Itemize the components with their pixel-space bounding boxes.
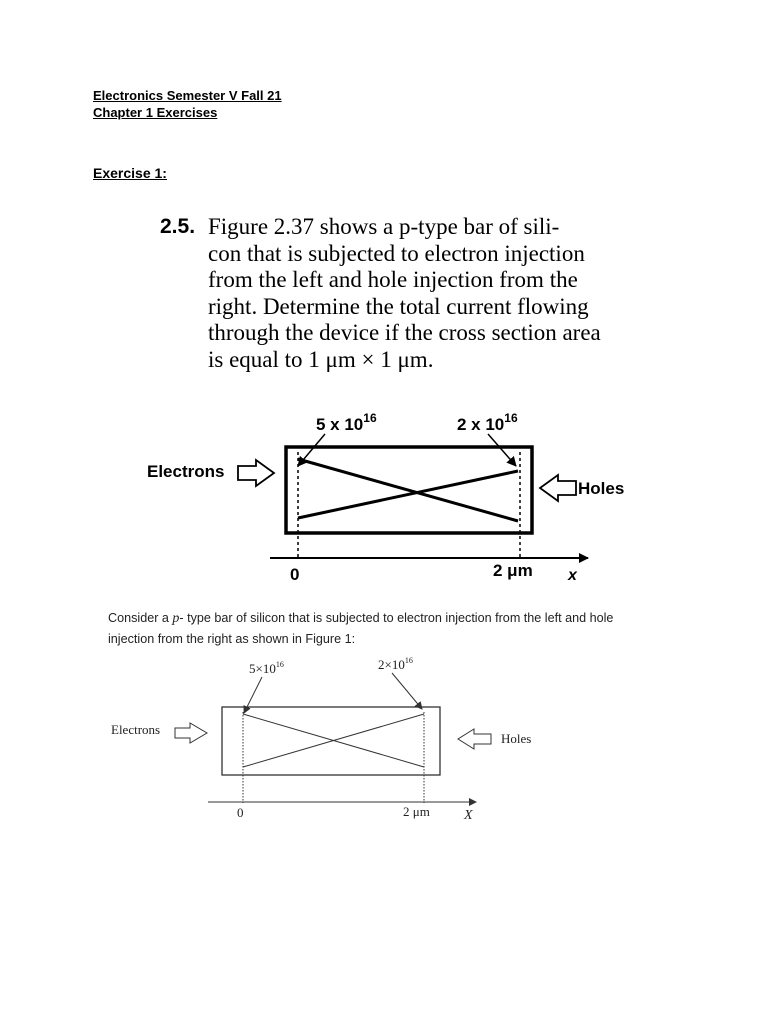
consider-paragraph [108,608,668,649]
axis-origin-label: 0 [237,805,244,820]
consider-line-2: injection from the right as shown in Figure 1: [108,632,356,646]
axis-end-label: 2 μm [493,561,533,580]
problem-line: con that is subjected to electron injection [208,240,585,266]
exercise-label: Exercise 1: [93,165,167,181]
figure-1 [147,411,624,584]
consider-line-1: Consider a p- type bar of silicon that is subjected to electron injection from the left and hole [108,611,614,626]
axis-end-label: 2 μm [403,804,430,819]
problem-number: 2.5. [160,215,196,238]
holes-label: Holes [501,731,532,746]
holes-label: Holes [578,479,625,498]
document-title: Electronics Semester V Fall 21 [93,88,282,103]
electrons-label: Electrons [111,722,161,737]
problem-line: from the left and hole injection from the [208,267,578,292]
axis-origin-label: 0 [290,565,300,584]
problem-line: Figure 2.37 shows a p-type bar of sili- [208,214,560,239]
problem-line: through the device if the cross section area [208,320,601,345]
figure-2 [111,656,531,823]
axis-variable-label: x [568,567,577,584]
left-concentration-label: 5 x $10^{16}$ [316,411,377,434]
hole-injection-arrow-icon [540,475,576,501]
electrons-label: Electrons [147,462,225,481]
chapter-subtitle: Chapter 1 Exercises [93,105,218,120]
electron-injection-arrow-icon [238,460,274,486]
problem-line: right. Determine the total current flowing [208,293,589,319]
right-pointer-arrow [488,434,516,466]
problem-line: is equal to 1 μm × 1 μm. [208,346,434,372]
right-concentration-label: 2 x $10^{16}$ [457,411,518,434]
hole-injection-arrow-icon [458,729,491,749]
right-concentration-label: $2\times 10^{16}$ [378,656,413,672]
left-concentration-label: $5\times 10^{16}$ [249,660,284,676]
axis-variable-label: X [464,808,473,823]
electron-injection-arrow-icon [175,723,207,743]
right-pointer-arrow [392,673,422,709]
